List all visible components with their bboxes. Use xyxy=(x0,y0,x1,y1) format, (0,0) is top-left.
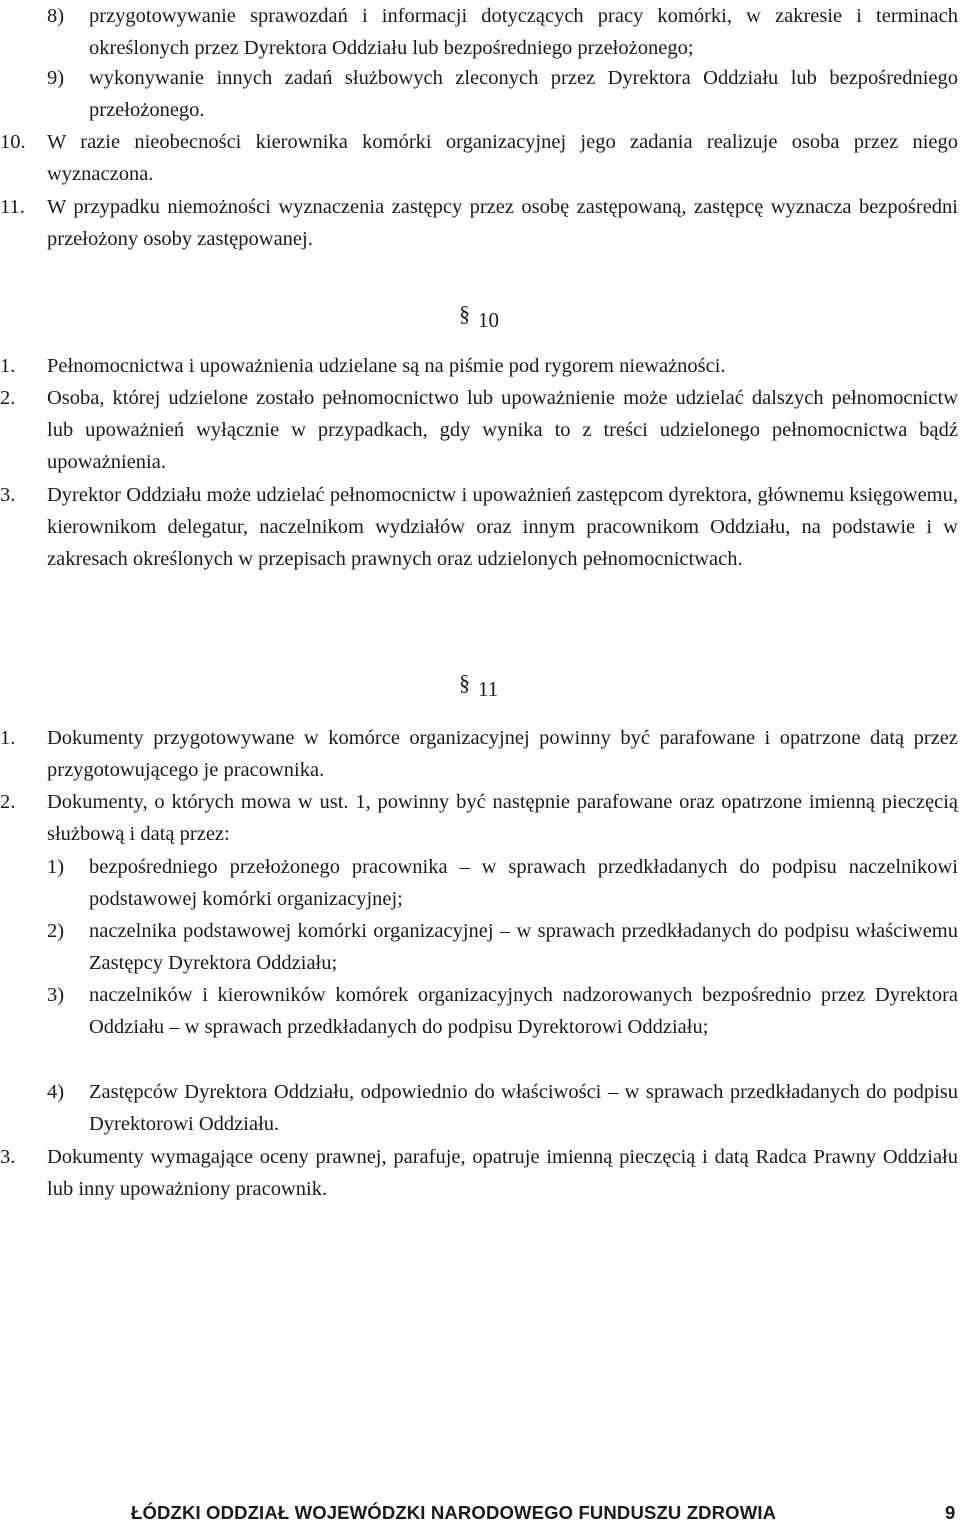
section-sign: § xyxy=(459,301,470,326)
list-item xyxy=(0,191,958,255)
page-footer xyxy=(0,1501,960,1525)
list-item-text: naczelnika podstawowej komórki organizacyjnej – w sprawach przedkładanych do podpisu właściwemu Zastępcy Dyrektora Oddziału; xyxy=(89,920,958,974)
list-item-number: 2. xyxy=(0,387,16,409)
list-item xyxy=(0,915,958,979)
list-item-number: 1. xyxy=(0,355,16,377)
list-item xyxy=(0,382,958,478)
list-item xyxy=(0,722,958,786)
list-item-number: 8) xyxy=(47,5,65,27)
list-item xyxy=(0,0,958,64)
list-item-number: 2) xyxy=(47,920,65,942)
list-item-number: 4) xyxy=(47,1081,65,1103)
list-item-number: 1) xyxy=(47,856,65,878)
section-sign: § xyxy=(459,670,470,695)
list-item-number: 3) xyxy=(47,984,65,1006)
list-item xyxy=(0,350,958,382)
list-item xyxy=(0,62,958,126)
list-item-text: Dokumenty przygotowywane w komórce organizacyjnej powinny być parafowane i opatrzone datą przez przygotowującego je pracownika. xyxy=(47,727,958,781)
list-item-text: Dokumenty, o których mowa w ust. 1, powinny być następnie parafowane oraz opatrzone imienną pieczęcią służbową i datą przez: xyxy=(47,791,958,845)
list-item xyxy=(0,126,958,190)
list-item-text: przygotowywanie sprawozdań i informacji dotyczących pracy komórki, w zakresie i terminach określonych przez Dyrektora Oddziału lub bezpośredniego przełożonego; xyxy=(89,5,958,59)
list-item xyxy=(0,851,958,915)
section-number: 11 xyxy=(478,677,499,701)
list-item-text: Pełnomocnictwa i upoważnienia udzielane są na piśmie pod rygorem nieważności. xyxy=(47,355,726,377)
list-item-number: 3. xyxy=(0,1146,16,1168)
list-item-text: naczelników i kierowników komórek organizacyjnych nadzorowanych bezpośrednio przez Dyrektora Oddziału – w sprawach przedkładanych do podpisu Dyrektorowi Oddziału; xyxy=(89,984,958,1038)
section-number: 10 xyxy=(478,308,499,332)
list-item-text: Zastępców Dyrektora Oddziału, odpowiednio do właściwości – w sprawach przedkładanych do podpisu Dyrektorowi Oddziału. xyxy=(89,1081,958,1135)
list-item xyxy=(0,1076,958,1140)
list-item-text: wykonywanie innych zadań służbowych zleconych przez Dyrektora Oddziału lub bezpośredniego przełożonego. xyxy=(89,67,958,121)
list-item-number: 11. xyxy=(0,196,25,218)
list-item-text: Osoba, której udzielone zostało pełnomocnictwo lub upoważnienie może udzielać dalszych pełnomocnictw lub upoważnień wyłącznie w przypadkach, gdy wynika to z treści udzielonego pełnomocnictwa bądź upoważnienia. xyxy=(47,387,958,473)
list-item-text: W przypadku niemożności wyznaczenia zastępcy przez osobę zastępowaną, zastępcę wyznacza bezpośredni przełożony osoby zastępowanej. xyxy=(47,196,958,250)
list-item xyxy=(0,979,958,1043)
list-item xyxy=(0,1141,958,1205)
list-item-number: 9) xyxy=(47,67,65,89)
list-item-text: Dyrektor Oddziału może udzielać pełnomocnictw i upoważnień zastępcom dyrektora, głównemu księgowemu, kierownikom delegatur, naczelnikom wydziałów oraz innym pracownikom Oddziału, na podstawie i w zakresach określonych w przepisach prawnych oraz udzielonych pełnomocnictwach. xyxy=(47,484,958,570)
list-item-text: W razie nieobecności kierownika komórki organizacyjnej jego zadania realizuje osoba przez niego wyznaczona. xyxy=(47,131,958,185)
footer-title: ŁÓDZKI ODDZIAŁ WOJEWÓDZKI NARODOWEGO FUNDUSZU ZDROWIA xyxy=(131,1502,777,1523)
page-number: 9 xyxy=(945,1502,956,1523)
list-item-number: 1. xyxy=(0,727,16,749)
list-item-text: bezpośredniego przełożonego pracownika – w sprawach przedkładanych do podpisu naczelnikowi podstawowej komórki organizacyjnej; xyxy=(89,856,958,910)
list-item xyxy=(0,479,958,575)
list-item-number: 2. xyxy=(0,791,16,813)
list-item-text: Dokumenty wymagające oceny prawnej, parafuje, opatruje imienną pieczęcią i datą Radca Prawny Oddziału lub inny upoważniony pracownik. xyxy=(47,1146,958,1200)
list-item-number: 3. xyxy=(0,484,16,506)
list-item xyxy=(0,786,958,850)
list-item-number: 10. xyxy=(0,131,26,153)
